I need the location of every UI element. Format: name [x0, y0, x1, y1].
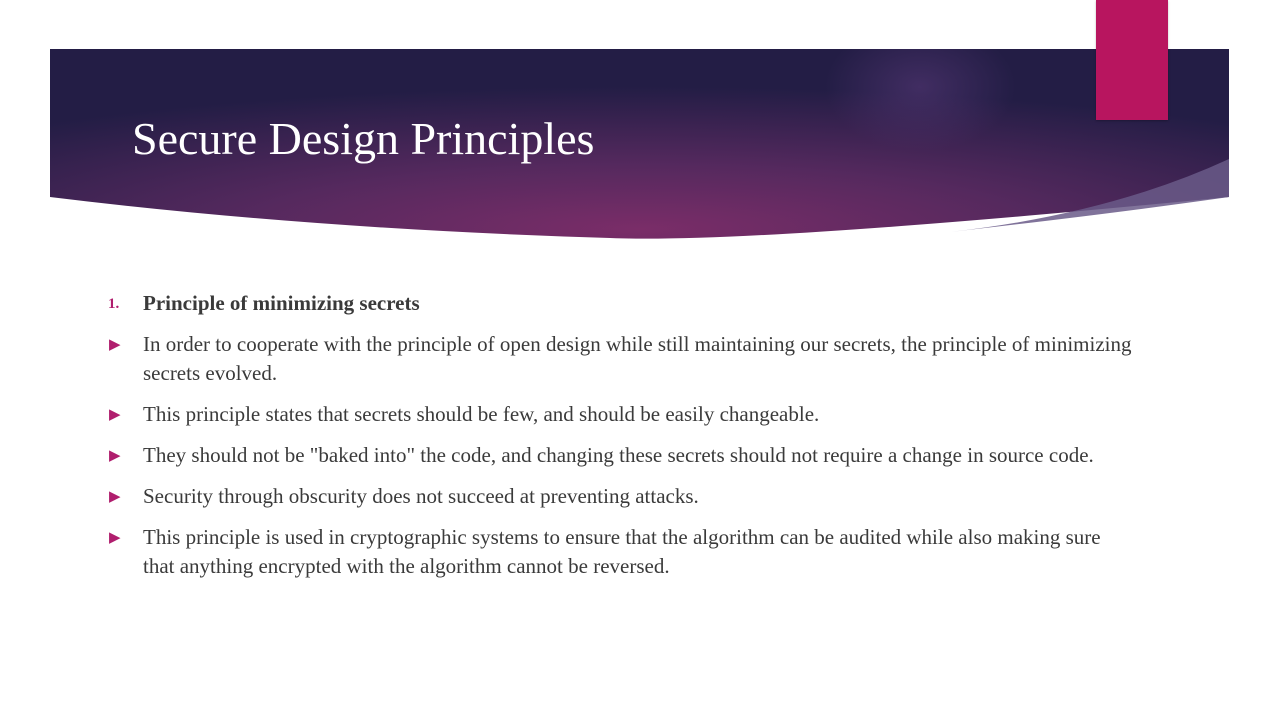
bullet-item	[106, 441, 1136, 470]
bullet-text: In order to cooperate with the principle of open design while still maintaining our secrets, the principle of minimizing secrets evolved.	[143, 332, 1132, 385]
triangle-right-icon: ▶	[109, 530, 121, 546]
triangle-right-icon: ▶	[109, 489, 121, 505]
bullet-item	[106, 400, 1136, 429]
triangle-right-icon: ▶	[109, 407, 121, 423]
bullet-text: This principle states that secrets should be few, and should be easily changeable.	[143, 402, 820, 426]
triangle-right-icon: ▶	[109, 337, 121, 353]
bullet-text: This principle is used in cryptographic systems to ensure that the algorithm can be audited while also making sure that anything encrypted with the algorithm cannot be reversed.	[143, 525, 1101, 578]
heading-text: Principle of minimizing secrets	[143, 291, 420, 315]
triangle-right-icon: ▶	[109, 448, 121, 464]
bullet-text: Security through obscurity does not succeed at preventing attacks.	[143, 484, 699, 508]
bullet-item	[106, 523, 1136, 581]
numbered-heading	[106, 289, 1136, 318]
accent-tab	[1096, 0, 1168, 120]
bullet-item	[106, 330, 1136, 388]
list-number: 1.	[108, 296, 120, 312]
bullet-item	[106, 482, 1136, 511]
slide-body	[106, 289, 1136, 593]
slide-title: Secure Design Principles	[132, 113, 595, 164]
bullet-text: They should not be "baked into" the code, and changing these secrets should not require a change in source code.	[143, 443, 1094, 467]
